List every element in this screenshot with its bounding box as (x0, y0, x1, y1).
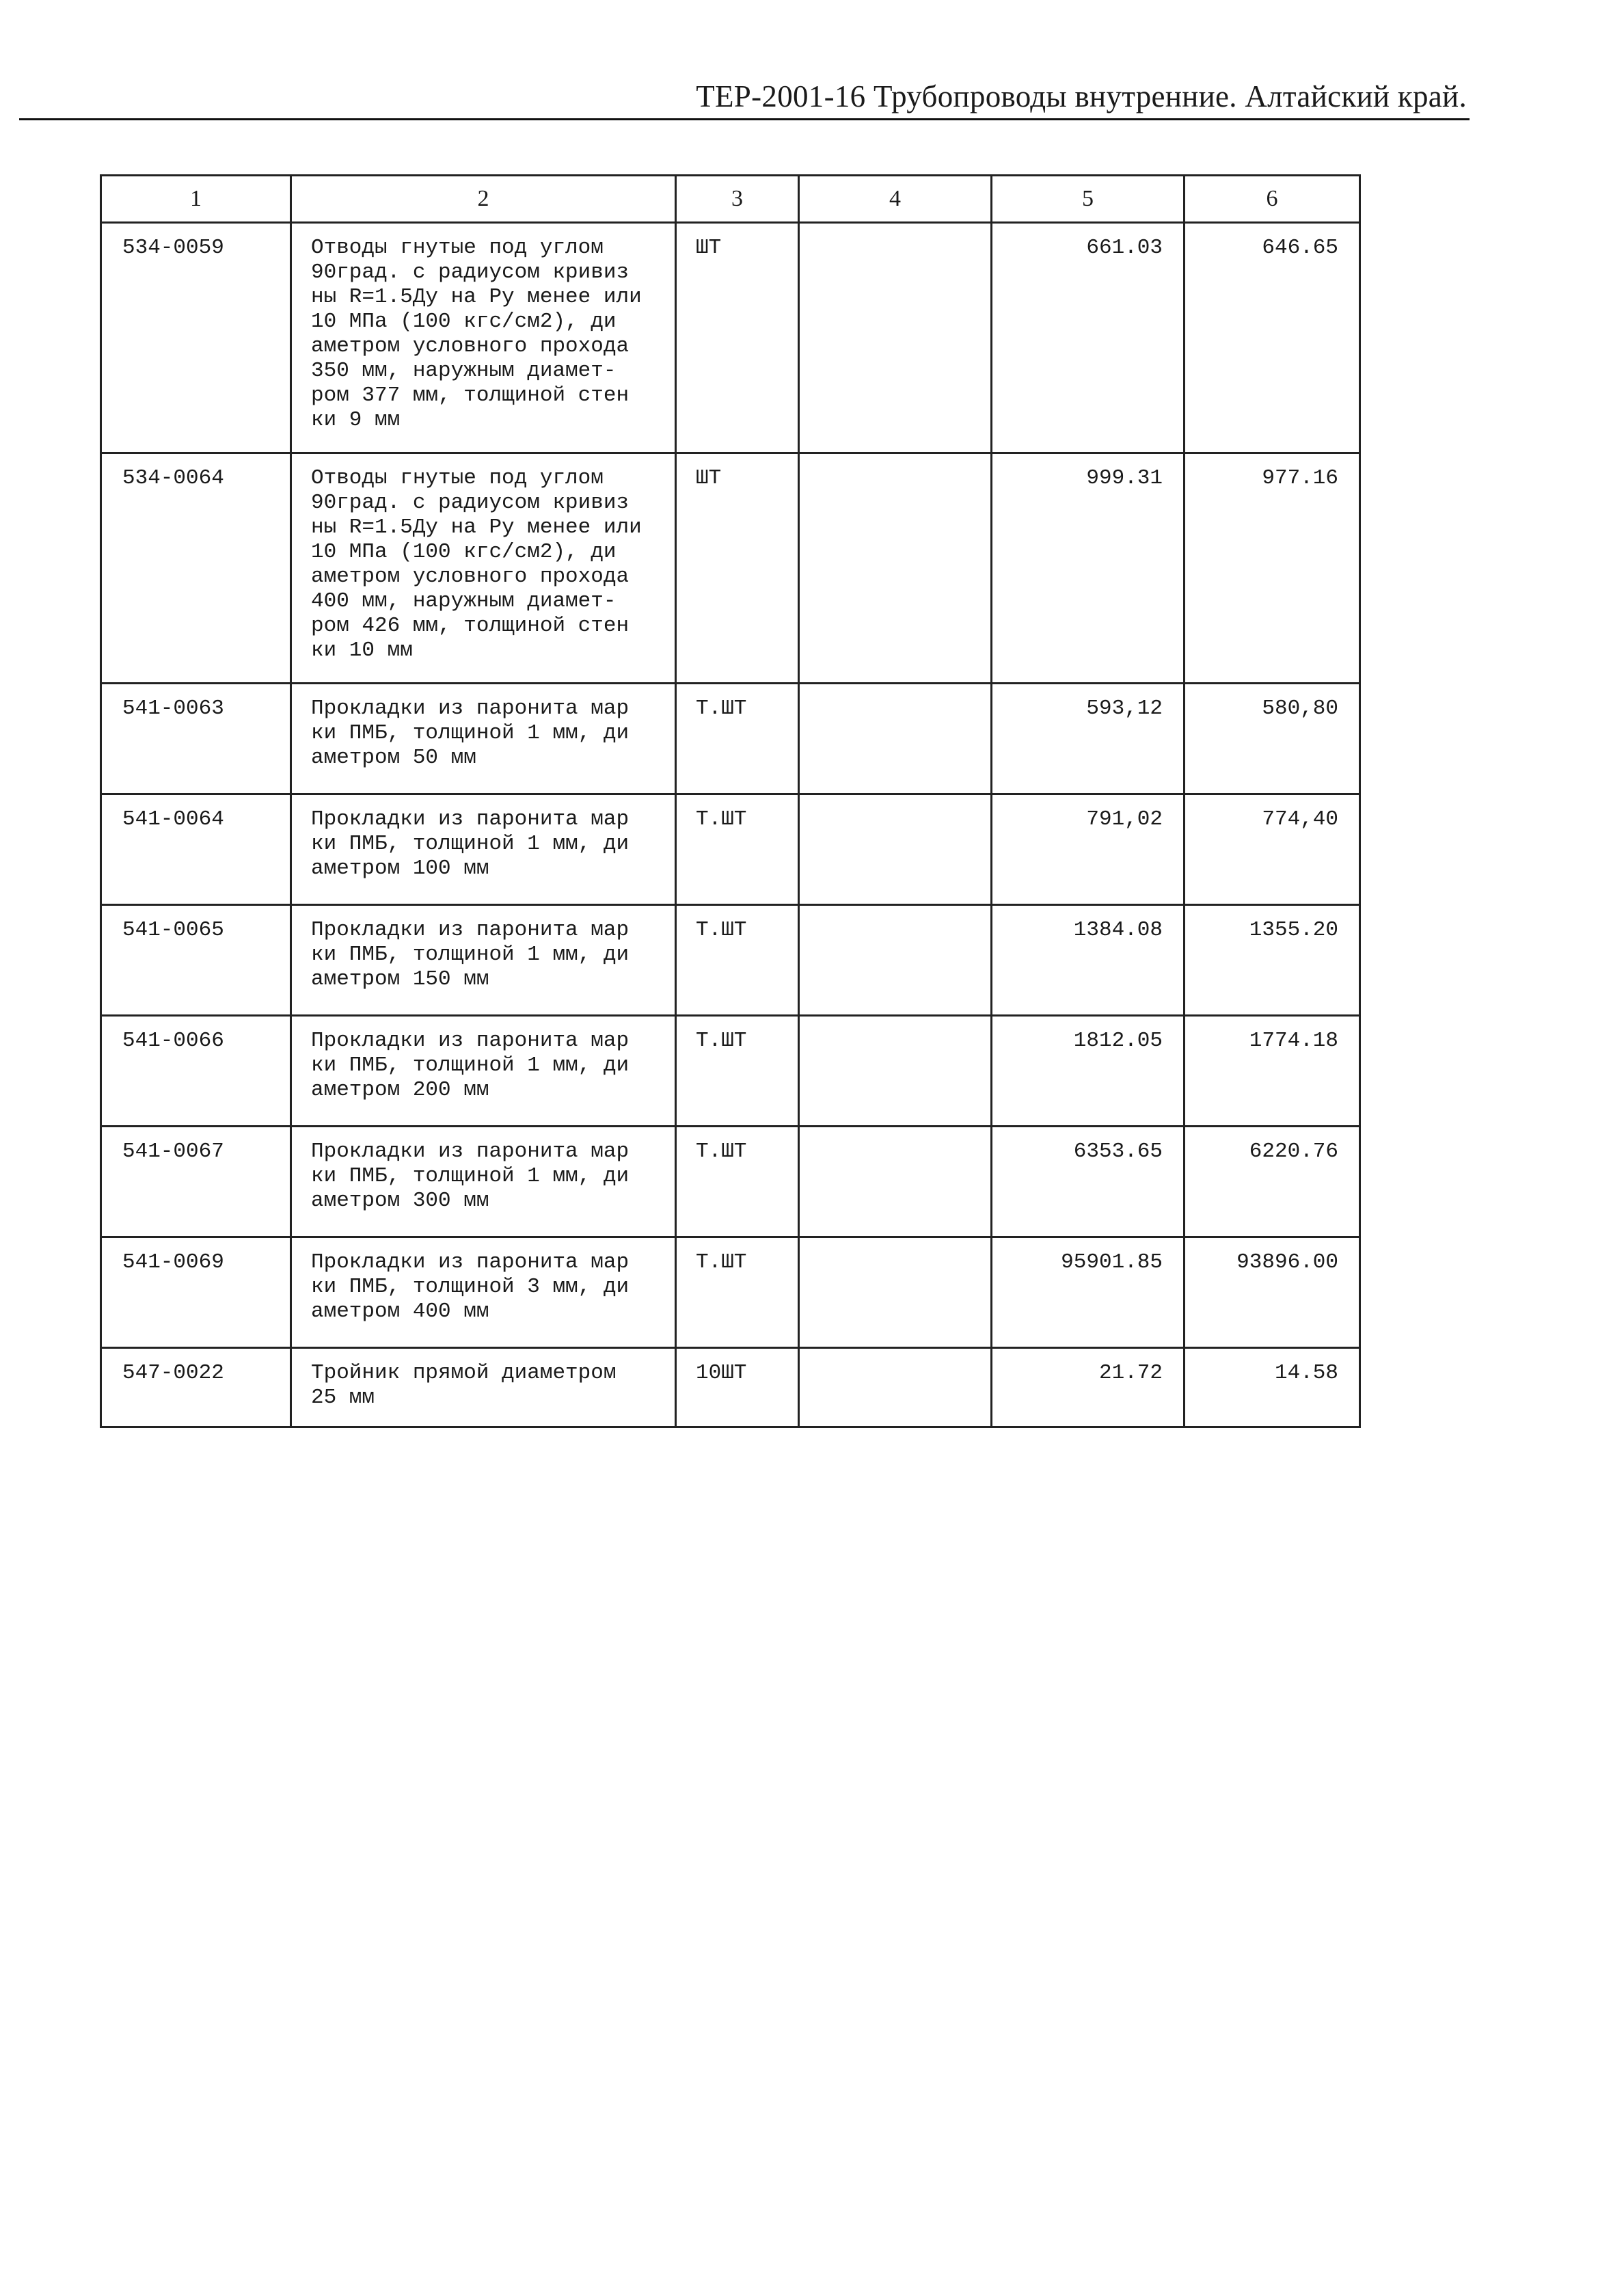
item-price-5: 661.03 (992, 223, 1185, 453)
item-code: 534-0064 (101, 453, 291, 684)
item-col4 (799, 453, 992, 684)
item-price-5: 6353.65 (992, 1127, 1185, 1237)
item-unit: Т.ШТ (676, 794, 799, 905)
item-unit: Т.ШТ (676, 684, 799, 794)
item-name: Тройник прямой диаметром 25 мм (291, 1348, 676, 1427)
item-name: Прокладки из паронита мар ки ПМБ, толщиной 1 мм, ди аметром 300 мм (291, 1127, 676, 1237)
item-code: 541-0064 (101, 794, 291, 905)
item-price-5: 1384.08 (992, 905, 1185, 1016)
item-name: Прокладки из паронита мар ки ПМБ, толщиной 1 мм, ди аметром 100 мм (291, 794, 676, 905)
item-name: Прокладки из паронита мар ки ПМБ, толщиной 1 мм, ди аметром 150 мм (291, 905, 676, 1016)
item-code: 541-0067 (101, 1127, 291, 1237)
table-row (101, 684, 1360, 794)
item-col4 (799, 223, 992, 453)
item-unit: Т.ШТ (676, 905, 799, 1016)
item-price-6: 6220.76 (1185, 1127, 1360, 1237)
item-col4 (799, 794, 992, 905)
item-code: 541-0065 (101, 905, 291, 1016)
item-price-6: 1774.18 (1185, 1016, 1360, 1127)
item-unit: ШТ (676, 223, 799, 453)
item-name: Отводы гнутые под углом 90град. с радиусом кривиз ны R=1.5Ду на Ру менее или 10 МПа (100 кгс/см2), ди аметром условного прохода 350 мм, наружным диамет- ром 377 мм, толщиной стен ки 9 мм (291, 223, 676, 453)
item-price-5: 95901.85 (992, 1237, 1185, 1348)
item-unit: 10ШТ (676, 1348, 799, 1427)
item-price-5: 593,12 (992, 684, 1185, 794)
table-row (101, 223, 1360, 453)
item-price-6: 580,80 (1185, 684, 1360, 794)
item-col4 (799, 1016, 992, 1127)
column-header: 5 (992, 176, 1185, 223)
item-name: Прокладки из паронита мар ки ПМБ, толщиной 3 мм, ди аметром 400 мм (291, 1237, 676, 1348)
item-unit: Т.ШТ (676, 1127, 799, 1237)
table-row (101, 1237, 1360, 1348)
item-price-6: 977.16 (1185, 453, 1360, 684)
item-code: 547-0022 (101, 1348, 291, 1427)
item-col4 (799, 1237, 992, 1348)
item-unit: ШТ (676, 453, 799, 684)
item-price-5: 791,02 (992, 794, 1185, 905)
item-name: Прокладки из паронита мар ки ПМБ, толщиной 1 мм, ди аметром 50 мм (291, 684, 676, 794)
item-code: 541-0069 (101, 1237, 291, 1348)
column-header: 3 (676, 176, 799, 223)
table-row (101, 1348, 1360, 1427)
table-row (101, 1127, 1360, 1237)
item-col4 (799, 905, 992, 1016)
table-row (101, 905, 1360, 1016)
item-price-6: 1355.20 (1185, 905, 1360, 1016)
column-header: 2 (291, 176, 676, 223)
item-unit: Т.ШТ (676, 1016, 799, 1127)
item-col4 (799, 1348, 992, 1427)
table-row (101, 794, 1360, 905)
item-name: Прокладки из паронита мар ки ПМБ, толщиной 1 мм, ди аметром 200 мм (291, 1016, 676, 1127)
item-col4 (799, 1127, 992, 1237)
item-name: Отводы гнутые под углом 90град. с радиусом кривиз ны R=1.5Ду на Ру менее или 10 МПа (100 кгс/см2), ди аметром условного прохода 400 мм, наружным диамет- ром 426 мм, толщиной стен ки 10 мм (291, 453, 676, 684)
item-price-6: 774,40 (1185, 794, 1360, 905)
page-title: ТЕР-2001-16 Трубопроводы внутренние. Алтайский край. (696, 79, 1467, 113)
item-col4 (799, 684, 992, 794)
page-header (19, 75, 1470, 120)
item-price-5: 999.31 (992, 453, 1185, 684)
item-code: 534-0059 (101, 223, 291, 453)
table-row (101, 453, 1360, 684)
column-header: 1 (101, 176, 291, 223)
item-code: 541-0063 (101, 684, 291, 794)
item-code: 541-0066 (101, 1016, 291, 1127)
item-unit: Т.ШТ (676, 1237, 799, 1348)
column-header: 4 (799, 176, 992, 223)
table-header-row (101, 176, 1360, 223)
item-price-6: 646.65 (1185, 223, 1360, 453)
item-price-6: 14.58 (1185, 1348, 1360, 1427)
column-header: 6 (1185, 176, 1360, 223)
item-price-6: 93896.00 (1185, 1237, 1360, 1348)
item-price-5: 21.72 (992, 1348, 1185, 1427)
price-table (100, 174, 1361, 1428)
item-price-5: 1812.05 (992, 1016, 1185, 1127)
table-row (101, 1016, 1360, 1127)
